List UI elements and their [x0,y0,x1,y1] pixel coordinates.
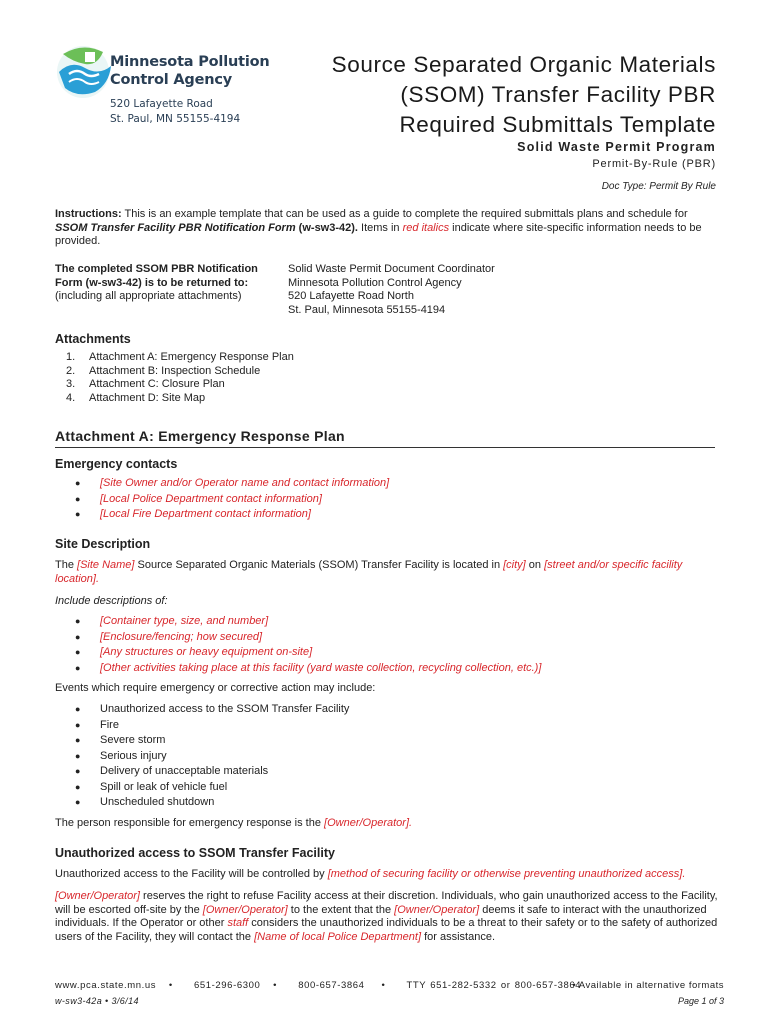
form-name: SSOM Transfer Facility PBR Notification Form [55,221,296,234]
staff-field: staff [227,917,249,929]
text: Source Separated Organic Materials (SSOM) Transfer Facility is located in [134,559,504,571]
address-line: St. Paul, Minnesota 55155-4194 [288,303,446,316]
address-line: Minnesota Pollution Control Agency [288,276,462,289]
attachment-number: 1. [66,351,76,363]
contact-item: ● [Site Owner and/or Operator name and contact information] [55,476,715,492]
footer-doc-code: w-sw3-42a • 3/6/14 [55,996,139,1006]
securing-method-field: [method of securing facility or otherwise preventing unauthorized access]. [327,868,686,880]
attachment-item [55,392,294,406]
red-italics-note: red italics [402,221,450,234]
address-line: 520 Lafayette Road North [288,290,414,302]
include-item: ● [Any structures or heavy equipment on-site] [55,645,715,661]
text: to the extent that the [287,903,395,916]
text: Unauthorized access to the Facility will be controlled by [55,868,328,880]
form-code: (w-sw3-42). [295,221,358,234]
event-item: ● Unscheduled shutdown [55,795,715,811]
event-item: ● Delivery of unacceptable materials [55,764,715,780]
attachments-list [55,351,294,405]
attachment-label: Attachment A: Emergency Response Plan [89,351,294,363]
text: considers the unauthorized individuals to be a threat to their safety or to the safety of authorized users of the Facility, they will contact the [55,917,718,943]
section-divider [55,447,715,448]
attachment-label: Attachment D: Site Map [89,391,206,404]
event-item: ● Serious injury [55,749,715,765]
attachment-item [55,365,294,379]
doc-type: Doc Type: Permit By Rule [601,181,716,192]
page-number: Page 1 of 3 [677,996,724,1006]
return-label-line: The completed SSOM PBR Notification [55,263,258,275]
attachment-label: Attachment B: Inspection Schedule [89,364,261,377]
program-subtitle: Permit-By-Rule (PBR) [592,158,716,170]
agency-address-line2: St. Paul, MN 55155-4194 [110,113,241,125]
unauthorized-paragraph-1 [55,868,725,882]
document-title-line1: Source Separated Organic Materials [331,52,716,77]
document-title-line3: Required Submittals Template [399,112,716,137]
return-label-line: Form (w-sw3-42) is to be returned to: [55,276,249,289]
instructions-paragraph [55,208,715,249]
owner-operator-field: [Owner/Operator] [202,903,288,916]
unauthorized-paragraph-2 [55,890,720,944]
return-label-note: (including all appropriate attachments) [55,290,242,302]
agency-address-line1: 520 Lafayette Road [110,98,213,110]
include-item: ● [Other activities taking place at this facility (yard waste collection, recycling collection, etc.)] [55,661,715,677]
include-item: ● [Container type, size, and number] [55,614,715,630]
city-field: [city] [503,559,526,571]
instructions-text: Items in [357,221,403,234]
text: The [55,559,78,571]
attachment-item [55,351,294,365]
instructions-text: This is an example template that can be used as a guide to complete the required submittals plans and schedule for [121,208,688,220]
event-item: ● Unauthorized access to the SSOM Transfer Facility [55,702,715,718]
return-address [288,263,588,317]
attachment-number: 4. [66,391,76,404]
site-name-field: [Site Name] [77,559,135,571]
include-label: Include descriptions of: [55,595,168,607]
mpca-logo-icon [55,44,115,100]
instructions-label: Instructions: [55,208,122,220]
document-title-line2: (SSOM) Transfer Facility PBR [400,82,716,107]
footer-contact-info: www.pca.state.mn.us • 651-296-6300 • 800-657-3864 • TTY 651-282-5332 or 800-657-3864 [55,980,582,991]
text: for assistance. [421,930,496,943]
text: The person responsible for emergency response is the [55,817,325,829]
agency-name-line2: Control Agency [110,72,232,88]
contact-item: ● [Local Police Department contact information] [55,492,715,508]
return-to-label [55,263,280,304]
text: deems it safe to interact with the unauthorized individuals. If the Operator or other [55,903,707,929]
include-list [55,614,715,676]
emergency-contacts-heading: Emergency contacts [55,457,178,471]
attachment-item [55,378,294,392]
emergency-contacts-list [55,476,715,523]
unauthorized-access-heading: Unauthorized access to SSOM Transfer Facility [55,846,335,860]
owner-operator-field: [Owner/Operator] [394,903,480,916]
site-description-paragraph [55,559,715,586]
attachment-number: 3. [66,378,76,390]
attachment-number: 2. [66,364,76,377]
program-name: Solid Waste Permit Program [517,140,716,154]
text: reserves the right to refuse Facility access at their discretion. Individuals, who gain unauthorized access to the Facility, will be escorted off-site by the [55,890,718,916]
responsible-paragraph [55,817,412,831]
street-field: [street and/or specific facility location]. [55,559,683,585]
event-item: ● Spill or leak of vehicle fuel [55,780,715,796]
agency-name-line1: Minnesota Pollution [110,54,270,70]
section-a-heading: Attachment A: Emergency Response Plan [55,428,345,444]
contact-item: ● [Local Fire Department contact information] [55,507,715,523]
include-item: ● [Enclosure/fencing; how secured] [55,630,715,646]
police-department-field: [Name of local Police Department] [254,930,422,943]
events-list [55,702,715,811]
text: on [525,559,545,571]
attachment-label: Attachment C: Closure Plan [89,378,225,390]
attachments-heading: Attachments [55,332,131,346]
address-line: Solid Waste Permit Document Coordinator [288,263,495,275]
events-label: Events which require emergency or corrective action may include: [55,682,376,694]
site-description-heading: Site Description [55,537,151,551]
owner-operator-field: [Owner/Operator]. [324,817,413,829]
event-item: ● Severe storm [55,733,715,749]
footer-formats: • Available in alternative formats [572,980,724,991]
instructions-text: indicate where site-specific information needs to be provided. [55,221,702,247]
event-item: ● Fire [55,718,715,734]
owner-operator-field: [Owner/Operator] [55,890,140,902]
